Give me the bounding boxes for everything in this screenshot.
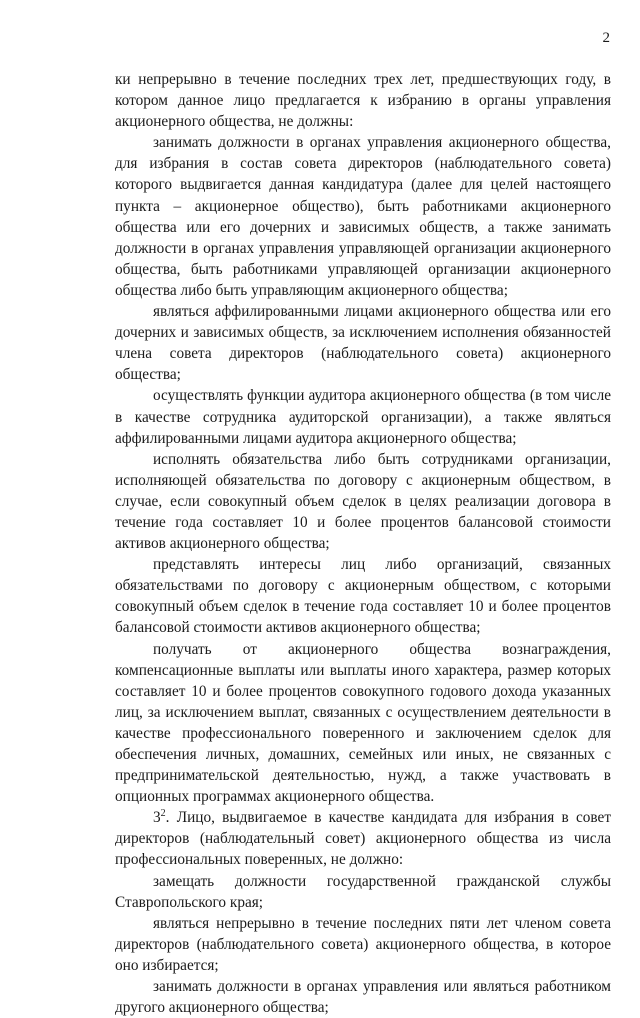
paragraph-contract-obligations: исполнять обязательства либо быть сотрудниками организации, исполняющей обязательства по договору с акционерным обществом, в случае, если совокупный объем сделок в целях реализации договора в течение года составляет 10 и более процентов балансовой стоимости активов акционерного общества;	[115, 450, 611, 553]
paragraph-board-member-five-years: являться непрерывно в течение последних пяти лет членом совета директоров (наблюдательного совета) акционерного общества, в которое оно избирается;	[115, 914, 611, 974]
clause-3-2	[115, 807, 611, 870]
paragraph-affiliated-persons: являться аффилированными лицами акционерного общества или его дочерних и зависимых обществ, за исключением исполнения обязанностей члена совета директоров (наблюдательного совета) акционерного общества;	[115, 303, 611, 384]
document-body	[115, 69, 611, 1018]
paragraph-other-company: занимать должности в органах управления или являться работником другого акционерного общества;	[115, 978, 611, 1017]
clause-number: 3	[153, 809, 161, 827]
paragraph-civil-service: замещать должности государственной гражданской службы Ставропольского края;	[115, 872, 611, 911]
paragraph-represent-interests: представлять интересы лиц либо организаций, связанных обязательствами по договору с акционерным обществом, с которыми совокупный объем сделок в течение года составляет 10 и более процентов балансовой стоимости активов акционерного общества;	[115, 556, 611, 637]
page-number: 2	[602, 30, 610, 46]
paragraph-auditor-functions: осуществлять функции аудитора акционерного общества (в том числе в качестве сотрудника аудиторской организации), а также являться аффилированными лицами аудитора акционерного общества;	[115, 387, 611, 447]
paragraph-remuneration: получать от акционерного общества вознаграждения, компенсационные выплаты или выплаты иного характера, размер которых составляет 10 и более процентов совокупного годового дохода указанных лиц, за исключением выплат, связанных с осуществлением деятельности в качестве профессионального поверенного и заключением сделок для обеспечения личных, домашних, семейных или иных, не связанных с предпринимательской деятельностью, нужд, а также участвовать в опционных программах акционерного общества.	[115, 640, 611, 806]
paragraph-continuation: ки непрерывно в течение последних трех лет, предшествующих году, в котором данное лицо предлагается к избранию в органы управления акционерного общества, не должны:	[115, 71, 611, 131]
clause-text: . Лицо, выдвигаемое в качестве кандидата для избрания в совет директоров (наблюдательный совет) акционерного общества из числа профессиональных поверенных, не должно:	[115, 809, 611, 869]
paragraph-management-positions: занимать должности в органах управления акционерного общества, для избрания в состав совета директоров (наблюдательного совета) которого выдвигается данная кандидатура (далее для целей настоящего пункта – акционерное общество), быть работниками акционерного общества или его дочерних и зависимых обществ, а также занимать должности в органах управления управляющей организации акционерного общества, быть работниками управляющей организации акционерного общества либо быть управляющим акционерного общества;	[115, 134, 611, 299]
clause-superscript: 2	[160, 808, 166, 820]
